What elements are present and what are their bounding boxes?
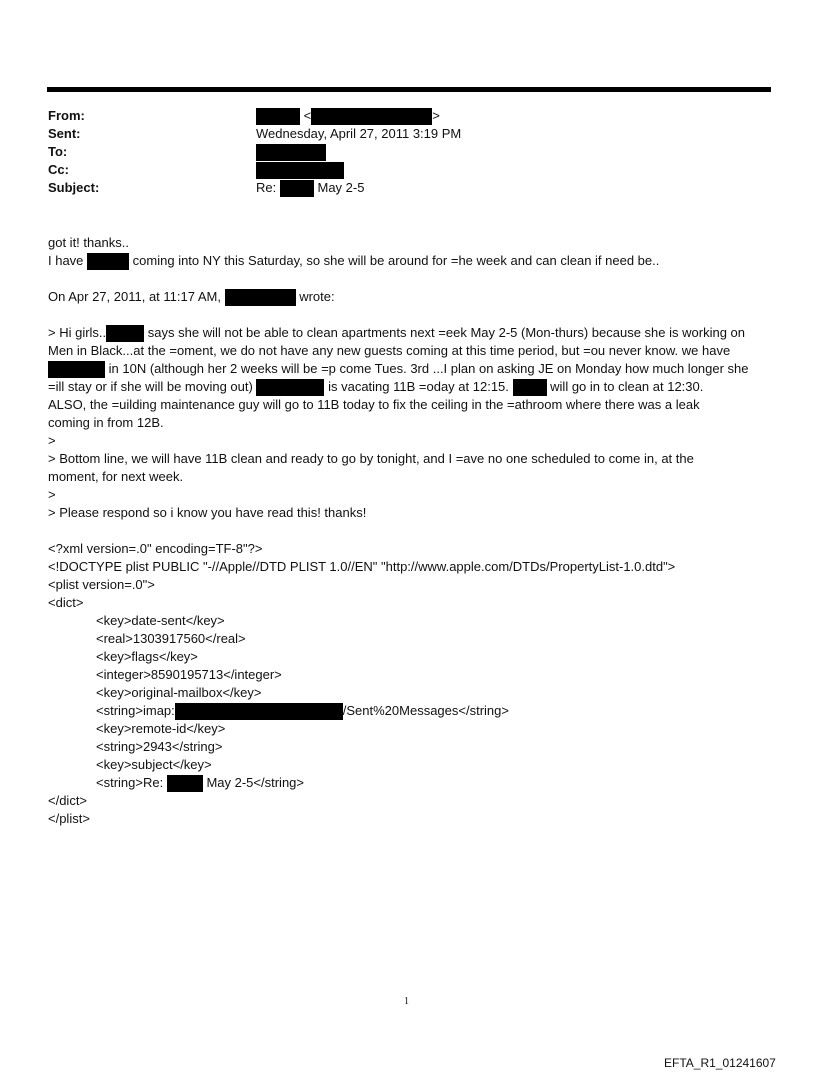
- quote-line: Men in Black...at the =oment, we do not have any new guests coming at this time period, but =ou never know. we have: [48, 343, 731, 358]
- quote-line: > Bottom line, we will have 11B clean and ready to go by tonight, and I =ave no one scheduled to come in, at the: [48, 451, 694, 466]
- redaction-block: [256, 162, 344, 179]
- xml-line: <key>flags</key>: [96, 649, 198, 664]
- from-lt: <: [303, 108, 312, 123]
- cc-label: Cc:: [48, 162, 69, 177]
- body-text-span: in 10N (although her 2 weeks will be =p come Tues. 3rd ...I plan on asking JE on Monday how much longer she: [108, 361, 749, 376]
- bates-number: EFTA_R1_01241607: [664, 1056, 776, 1070]
- to-label: To:: [48, 144, 68, 159]
- subject-label: Subject:: [48, 180, 100, 195]
- body-line: got it! thanks..: [48, 235, 129, 250]
- redaction-block: [513, 379, 547, 396]
- subject-prefix: Re:: [256, 180, 277, 195]
- redaction-block: [87, 253, 129, 270]
- xml-line: <string>2943</string>: [96, 739, 223, 754]
- body-text-span: I have: [48, 253, 84, 268]
- body-text-span: wrote:: [299, 289, 335, 304]
- xml-line: [48, 702, 816, 720]
- header-rule: [47, 87, 771, 92]
- cc-value: [256, 161, 344, 179]
- redaction-block: [256, 379, 324, 396]
- quote-line: > Please respond so i know you have read this! thanks!: [48, 505, 367, 520]
- redaction-block: [167, 775, 203, 792]
- quote-line: [48, 324, 776, 342]
- xml-line: <plist version=.0">: [48, 577, 155, 592]
- xml-line: <key>subject</key>: [96, 757, 212, 772]
- quote-intro: [48, 288, 776, 306]
- body-text-span: coming into NY this Saturday, so she will be around for =he week and can clean if need be..: [132, 253, 660, 268]
- quote-line: [48, 360, 776, 378]
- subject-suffix: May 2-5: [317, 180, 365, 195]
- body-text-span: On Apr 27, 2011, at 11:17 AM,: [48, 289, 221, 304]
- redaction-block: [256, 144, 326, 161]
- body-text-span: is vacating 11B =oday at 12:15.: [328, 379, 509, 394]
- redaction-block: [280, 180, 314, 197]
- xml-line: <real>1303917560</real>: [96, 631, 246, 646]
- xml-line: </plist>: [48, 811, 90, 826]
- redaction-block: [106, 325, 144, 342]
- quote-line: >: [48, 487, 56, 502]
- body-line: [48, 252, 776, 270]
- quote-line: moment, for next week.: [48, 469, 184, 484]
- sent-value: Wednesday, April 27, 2011 3:19 PM: [256, 126, 462, 141]
- xml-line: <integer>8590195713</integer>: [96, 667, 282, 682]
- body-text-span: <string>imap:: [96, 703, 175, 718]
- body-text-span: =ill stay or if she will be moving out): [48, 379, 253, 394]
- body-text-span: <string>Re:: [96, 775, 164, 790]
- xml-line: <key>remote-id</key>: [96, 721, 226, 736]
- body-text-span: /Sent%20Messages</string>: [342, 703, 509, 718]
- body-text-span: will go in to clean at 12:30.: [550, 379, 704, 394]
- body-text-span: says she will not be able to clean apartments next =eek May 2-5 (Mon-thurs) because she is working on: [147, 325, 746, 340]
- from-value: [256, 107, 440, 125]
- redaction-block: [175, 703, 343, 720]
- quote-line: ALSO, the =uilding maintenance guy will go to 11B today to fix the ceiling in the =athroom where there was a leak: [48, 397, 700, 412]
- body-text-span: > Hi girls..: [48, 325, 107, 340]
- xml-line: <!DOCTYPE plist PUBLIC "-//Apple//DTD PLIST 1.0//EN" "http://www.apple.com/DTDs/PropertyList-1.0.dtd">: [48, 559, 676, 574]
- quote-line: >: [48, 433, 56, 448]
- xml-line: <key>original-mailbox</key>: [96, 685, 262, 700]
- xml-line: <key>date-sent</key>: [96, 613, 225, 628]
- redaction-block: [225, 289, 296, 306]
- page-number: 1: [404, 996, 409, 1007]
- redaction-block: [48, 361, 105, 378]
- from-gt: >: [432, 108, 440, 123]
- from-label: From:: [48, 108, 85, 123]
- sent-label: Sent:: [48, 126, 81, 141]
- xml-line: <?xml version=.0" encoding=TF-8"?>: [48, 541, 263, 556]
- body-text-span: May 2-5</string>: [206, 775, 304, 790]
- redaction-block: [256, 108, 300, 125]
- to-value: [256, 143, 326, 161]
- xml-line: <dict>: [48, 595, 84, 610]
- quote-line: coming in from 12B.: [48, 415, 164, 430]
- xml-line: </dict>: [48, 793, 88, 808]
- redaction-block: [311, 108, 432, 125]
- xml-line: [48, 774, 816, 792]
- quote-line: [48, 378, 776, 396]
- subject-value: [256, 179, 364, 197]
